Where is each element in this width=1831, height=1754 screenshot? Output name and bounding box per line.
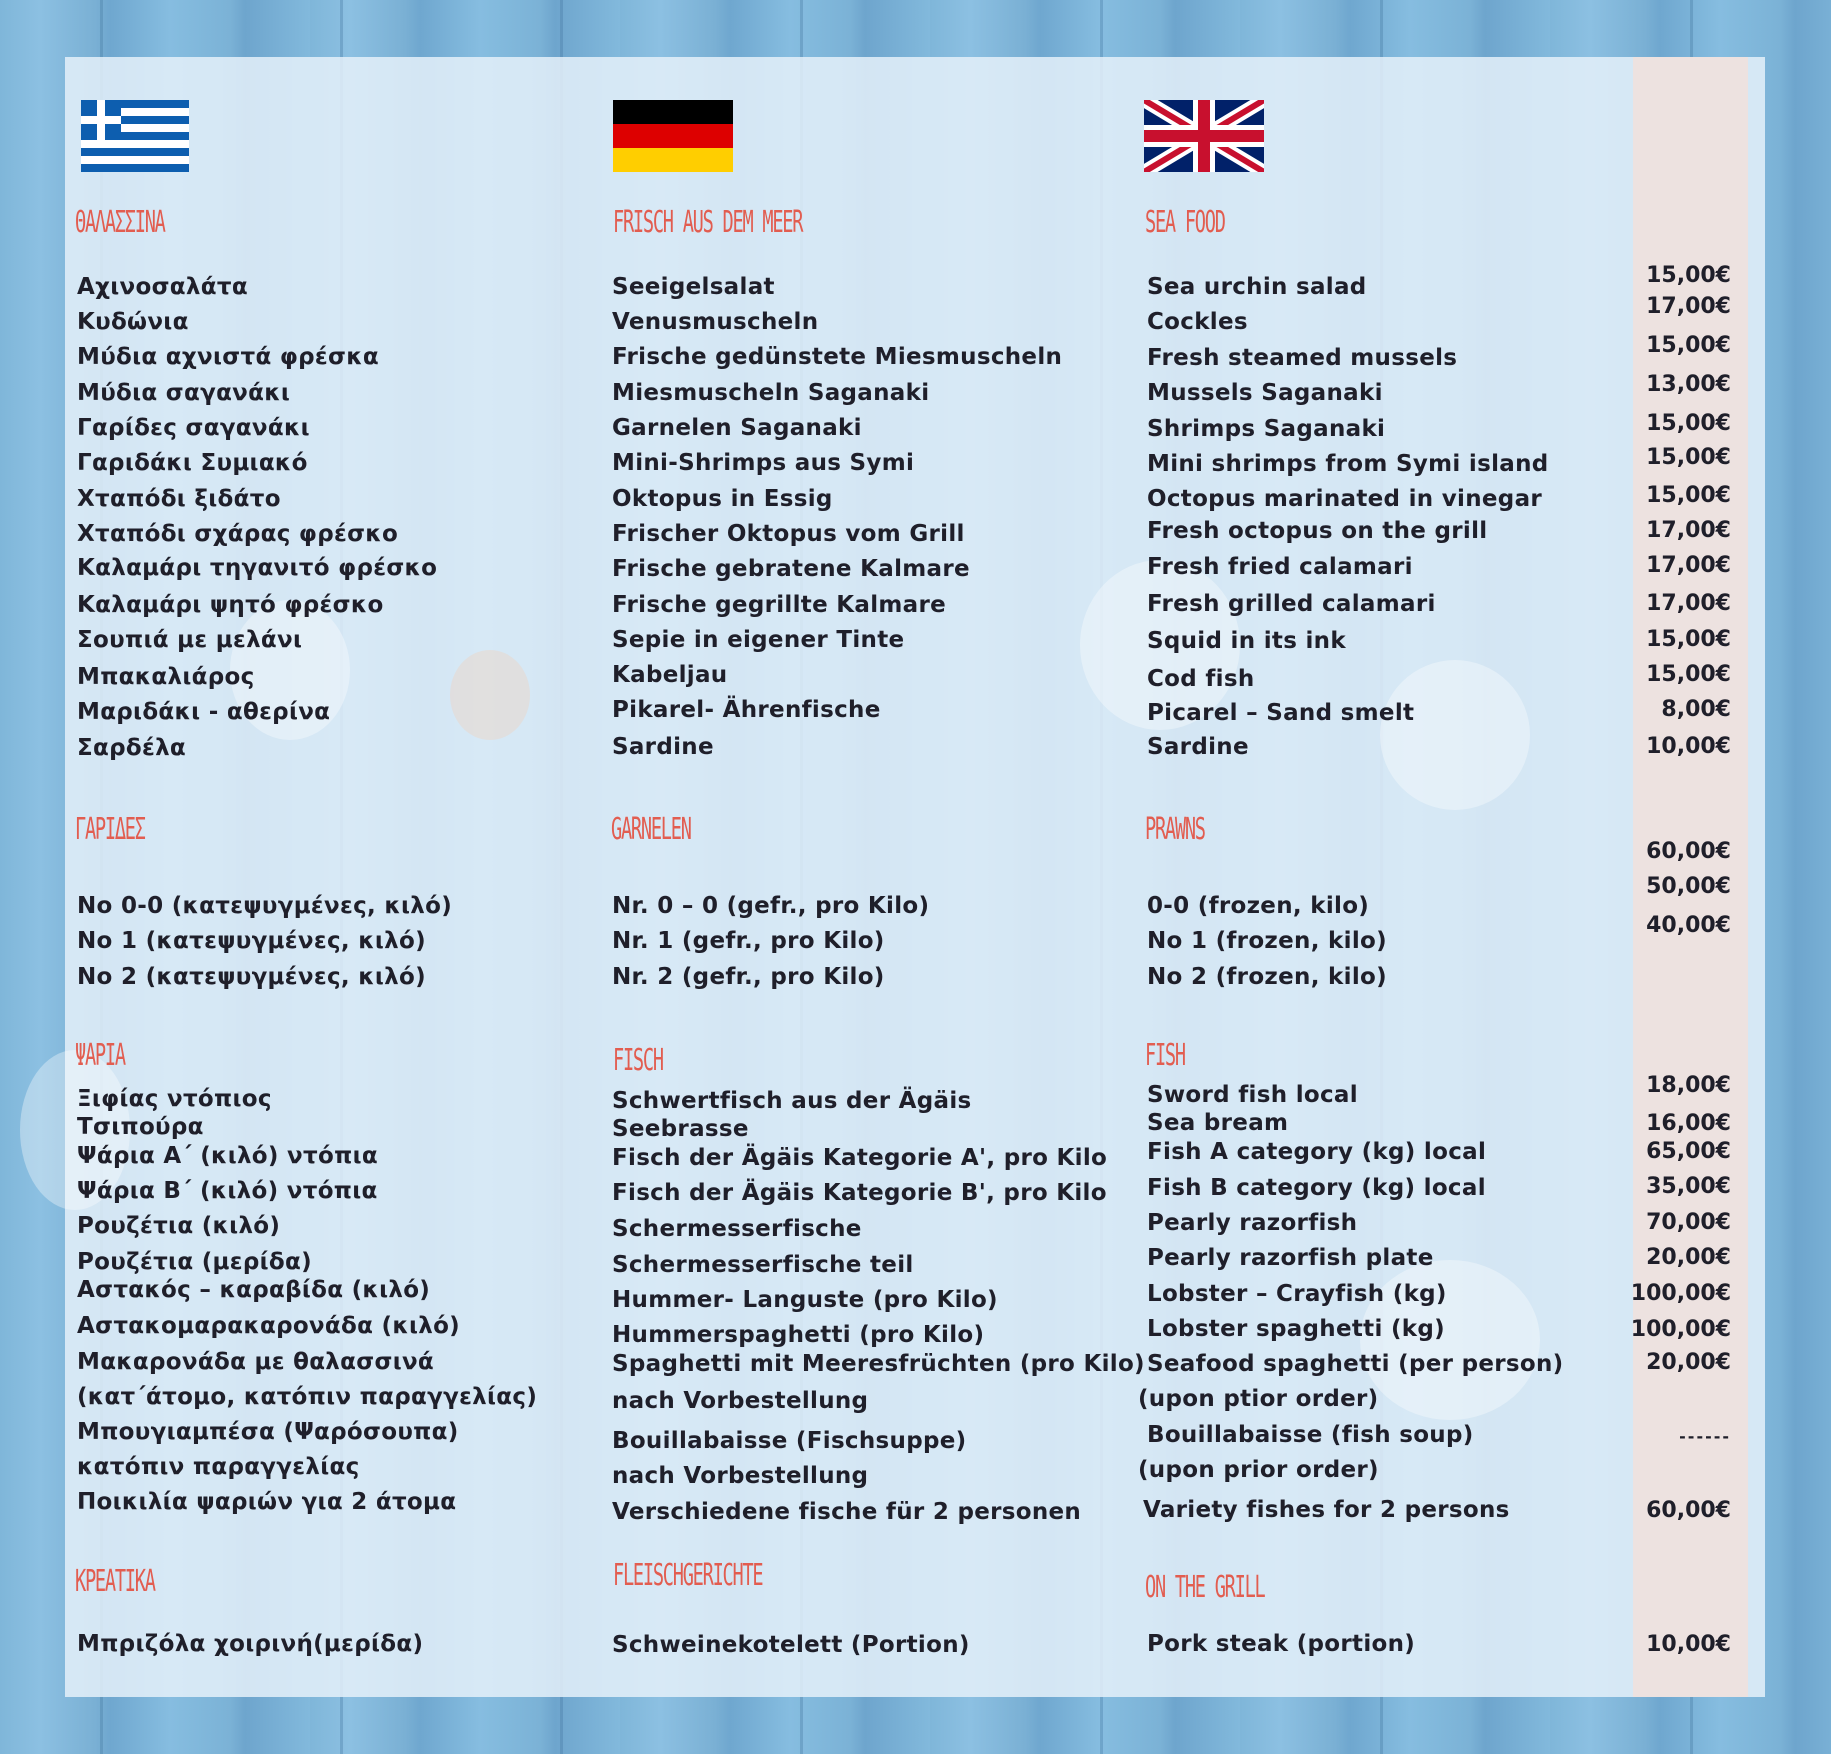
german-flag-icon [613,100,733,172]
list-item: Oktopus in Essig [612,486,833,512]
list-item: Μπριζόλα χοιρινή(μερίδα) [77,1631,424,1657]
list-item: Sardine [1147,734,1249,760]
list-item: (upon prior order) [1138,1457,1379,1483]
price: 35,00€ [1646,1174,1731,1199]
list-item: Picarel – Sand smelt [1147,700,1415,726]
german-fish-heading: FISCH [613,1043,663,1078]
list-item: (upon ptior order) [1138,1386,1379,1412]
list-item: Pikarel- Ährenfische [612,697,881,723]
list-item: Seeigelsalat [612,274,775,300]
list-item: 0-0 (frozen, kilo) [1147,893,1370,919]
price: 17,00€ [1646,591,1731,616]
list-item: Καλαμάρι τηγανιτό φρέσκο [77,555,438,581]
list-item: No 1 (κατεψυγμένες, κιλό) [77,928,426,954]
list-item: Sword fish local [1147,1082,1358,1108]
list-item: No 1 (frozen, kilo) [1147,928,1387,954]
list-item: Nr. 1 (gefr., pro Kilo) [612,928,885,954]
price: 15,00€ [1646,263,1731,288]
list-item: Seafood spaghetti (per person) [1147,1351,1564,1377]
list-item: Verschiedene fische für 2 personen [612,1499,1082,1525]
list-item: Venusmuscheln [612,309,819,335]
list-item: Ψάρια Α΄ (κιλό) ντόπια [77,1143,378,1169]
price: 20,00€ [1646,1245,1731,1270]
english-meat-heading: ON THE GRILL [1145,1570,1265,1605]
list-item: Χταπόδι ξιδάτο [77,486,281,512]
price: 40,00€ [1646,913,1731,938]
list-item: Ρουζέτια (κιλό) [77,1213,281,1239]
price: 15,00€ [1646,445,1731,470]
list-item: Lobster – Crayfish (kg) [1147,1281,1447,1307]
price: 17,00€ [1646,553,1731,578]
list-item: Shrimps Saganaki [1147,416,1386,442]
list-item: Lobster spaghetti (kg) [1147,1316,1445,1342]
price: 15,00€ [1646,483,1731,508]
list-item: No 2 (frozen, kilo) [1147,964,1387,990]
list-item: Mussels Saganaki [1147,380,1383,406]
list-item: Frischer Oktopus vom Grill [612,521,965,547]
list-item: Χταπόδι σχάρας φρέσκο [77,521,399,547]
list-item: nach Vorbestellung [612,1388,869,1414]
price: ------ [1679,1427,1731,1446]
list-item: Κυδώνια [77,309,189,335]
list-item: Cod fish [1147,666,1255,692]
list-item: Μακαρονάδα με θαλασσινά [77,1349,435,1375]
list-item: κατόπιν παραγγελίας [77,1454,360,1480]
list-item: Fish A category (kg) local [1147,1139,1487,1165]
list-item: Fresh steamed mussels [1147,345,1458,371]
list-item: Hummer- Languste (pro Kilo) [612,1287,998,1313]
list-item: Fish B category (kg) local [1147,1175,1486,1201]
list-item: Frische gebratene Kalmare [612,556,970,582]
list-item: Αχινοσαλάτα [77,274,248,300]
list-item: Σουπιά με μελάνι [77,627,303,653]
list-item: Miesmuscheln Saganaki [612,380,930,406]
list-item: Schweinekotelett (Portion) [612,1632,970,1658]
list-item: Spaghetti mit Meeresfrüchten (pro Kilo) [612,1351,1145,1377]
list-item: No 2 (κατεψυγμένες, κιλό) [77,964,426,990]
greek-prawns-heading: ΓΑΡΙΔΕΣ [75,812,145,847]
list-item: Sea urchin salad [1147,274,1367,300]
list-item: Squid in its ink [1147,628,1346,654]
price: 8,00€ [1661,697,1731,722]
list-item: Μαριδάκι - αθερίνα [77,699,331,725]
german-prawns-heading: GARNELEN [611,812,691,847]
list-item: Ψάρια Β΄ (κιλό) ντόπια [77,1178,378,1204]
price: 20,00€ [1646,1350,1731,1375]
list-item: Cockles [1147,309,1248,335]
shell-decoration [450,650,530,740]
greek-flag-icon [75,100,195,172]
list-item: Bouillabaisse (fish soup) [1147,1422,1474,1448]
list-item: Σαρδέλα [77,735,187,761]
list-item: Γαρίδες σαγανάκι [77,415,310,441]
list-item: Schermesserfische teil [612,1252,914,1278]
price: 10,00€ [1646,1632,1731,1657]
price: 100,00€ [1630,1317,1731,1342]
price: 18,00€ [1646,1073,1731,1098]
german-meat-heading: FLEISCHGERICHTE [613,1558,763,1593]
list-item: Τσιπούρα [77,1114,204,1140]
english-prawns-heading: PRAWNS [1145,812,1205,847]
german-seafood-heading: FRISCH AUS DEM MEER [613,205,803,240]
list-item: Ποικιλία ψαριών για 2 άτομα [77,1489,457,1515]
greek-meat-heading: ΚΡΕΑΤΙΚΑ [75,1564,155,1599]
list-item: Sardine [612,734,714,760]
list-item: Nr. 0 – 0 (gefr., pro Kilo) [612,893,930,919]
price: 15,00€ [1646,333,1731,358]
list-item: Αστακομαρακαρονάδα (κιλό) [77,1313,460,1339]
list-item: Mini-Shrimps aus Symi [612,450,915,476]
list-item: nach Vorbestellung [612,1463,869,1489]
list-item: Mini shrimps from Symi island [1147,451,1549,477]
list-item: Schwertfisch aus der Ägäis [612,1088,972,1114]
list-item: Octopus marinated in vinegar [1147,486,1543,512]
price: 15,00€ [1646,627,1731,652]
list-item: Sepie in eigener Tinte [612,627,905,653]
list-item: Καλαμάρι ψητό φρέσκο [77,592,384,618]
english-seafood-heading: SEA FOOD [1145,205,1225,240]
uk-flag-icon [1144,100,1264,172]
price: 13,00€ [1646,372,1731,397]
price: 65,00€ [1646,1139,1731,1164]
price: 17,00€ [1646,518,1731,543]
price: 70,00€ [1646,1210,1731,1235]
price: 16,00€ [1646,1111,1731,1136]
list-item: Ξιφίας ντόπιος [77,1086,272,1112]
list-item: Pearly razorfish [1147,1210,1358,1236]
list-item: Fresh octopus on the grill [1147,518,1488,544]
list-item: Pearly razorfish plate [1147,1245,1434,1271]
list-item: Αστακός – καραβίδα (κιλό) [77,1277,431,1303]
list-item: Μπουγιαμπέσα (Ψαρόσουπα) [77,1419,459,1445]
list-item: Μύδια σαγανάκι [77,380,291,406]
list-item: No 0-0 (κατεψυγμένες, κιλό) [77,893,453,919]
english-fish-heading: FISH [1145,1038,1185,1073]
price: 100,00€ [1630,1281,1731,1306]
list-item: Μπακαλιάρος [77,664,255,690]
list-item: Fisch der Ägäis Kategorie B', pro Kilo [612,1180,1107,1206]
price: 10,00€ [1646,734,1731,759]
list-item: Seebrasse [612,1116,749,1142]
list-item: (κατ΄άτομο, κατόπιν παραγγελίας) [77,1384,538,1410]
price: 17,00€ [1646,294,1731,319]
list-item: Nr. 2 (gefr., pro Kilo) [612,964,885,990]
list-item: Garnelen Saganaki [612,415,862,441]
list-item: Variety fishes for 2 persons [1143,1497,1510,1523]
list-item: Μύδια αχνιστά φρέσκα [77,344,379,370]
list-item: Bouillabaisse (Fischsuppe) [612,1428,967,1454]
price: 60,00€ [1646,1498,1731,1523]
greek-fish-heading: ΨΑΡΙΑ [75,1038,125,1073]
price: 60,00€ [1646,839,1731,864]
greek-seafood-heading: ΘΑΛΑΣΣΙΝΑ [75,205,165,240]
list-item: Fresh grilled calamari [1147,591,1436,617]
list-item: Hummerspaghetti (pro Kilo) [612,1322,985,1348]
list-item: Kabeljau [612,662,728,688]
list-item: Frische gedünstete Miesmuscheln [612,344,1063,370]
list-item: Ρουζέτια (μερίδα) [77,1249,312,1275]
list-item: Frische gegrillte Kalmare [612,592,947,618]
price: 15,00€ [1646,411,1731,436]
list-item: Fresh fried calamari [1147,554,1413,580]
list-item: Pork steak (portion) [1147,1631,1416,1657]
list-item: Sea bream [1147,1110,1289,1136]
list-item: Fisch der Ägäis Kategorie A', pro Kilo [612,1145,1108,1171]
list-item: Γαριδάκι Συμιακό [77,450,308,476]
price: 50,00€ [1646,874,1731,899]
list-item: Schermesserfische [612,1216,862,1242]
shell-decoration [1380,660,1530,810]
price: 15,00€ [1646,662,1731,687]
